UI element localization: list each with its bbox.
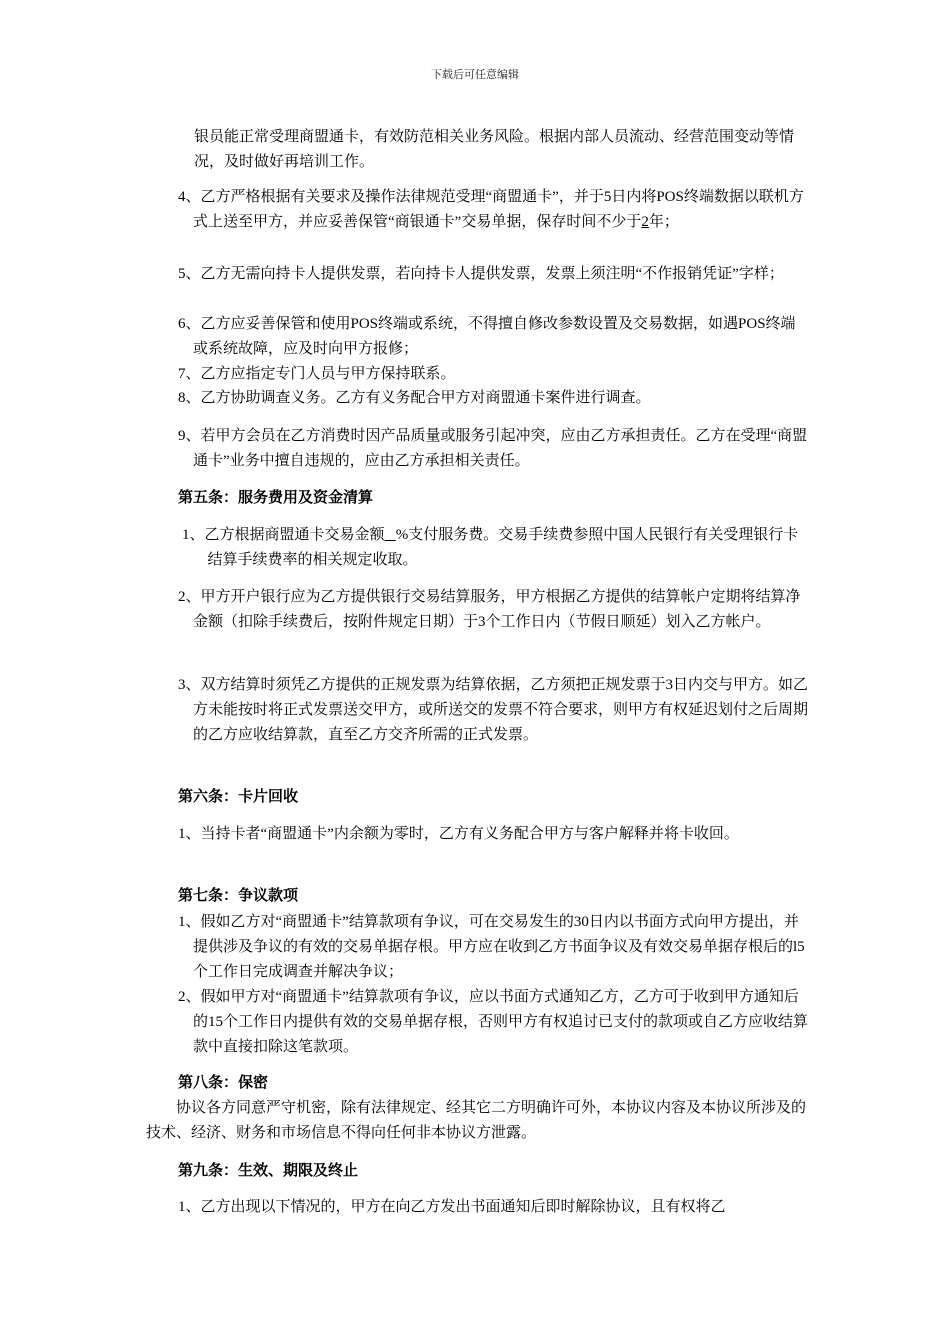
- art5-item-1: [182, 523, 812, 573]
- continued-paragraph: 银员能正常受理商盟通卡，有效防范相关业务风险。根据内部人员流动、经营范围变动等情况，及时做好再培训工作。: [194, 129, 795, 170]
- art5-item-2: 2、甲方开户银行应为乙方提供银行交易结算服务，甲方根据乙方提供的结算帐户定期将结算净金额（扣除手续费后，按附件规定日期）于3个工作日内（节假日顺延）划入乙方帐户。: [178, 589, 801, 630]
- list-item-9: 9、若甲方会员在乙方消费时因产品质量或服务引起冲突，应由乙方承担责任。乙方在受理“商盟通卡”业务中擅自违规的，应由乙方承担相关责任。: [178, 428, 808, 469]
- article-8-heading: 第八条：保密: [178, 1075, 269, 1091]
- list-item-6: 6、乙方应妥善保管和使用POS终端或系统，不得擅自修改参数设置及交易数据，如遇POS终端或系统故障，应及时向甲方报修；: [178, 316, 796, 357]
- article-6-heading: 第六条：卡片回收: [178, 789, 299, 805]
- list-item-8: 8、乙方协助调查义务。乙方有义务配合甲方对商盟通卡案件进行调查。: [178, 390, 651, 406]
- art5-item-1-text: 1、乙方根据商盟通卡交易金额: [182, 527, 385, 543]
- item-4-suffix: 年；: [648, 214, 679, 230]
- art5-item-1-rest: %支付服务费。交易手续费参照中国人民银行有关受理银行卡结算手续费率的相关规定收取。: [207, 527, 799, 568]
- retention-years: 2: [641, 214, 649, 230]
- article-5-heading: 第五条：服务费用及资金清算: [178, 490, 374, 506]
- page-header: 下载后可任意编辑: [431, 69, 519, 81]
- article-7-heading: 第七条：争议款项: [178, 888, 299, 904]
- art7-item-1: 1、假如乙方对“商盟通卡”结算款项有争议，可在交易发生的30日内以书面方式向甲方提出，并提供涉及争议的有效的交易单据存根。甲方应在收到乙方书面争议及有效交易单据存根后的l5个工作日完成调查并解决争议；: [178, 914, 805, 980]
- item-4-text: 4、乙方严格根据有关要求及操作法律规范受理“商盟通卡”，并于5日内将POS终端数据以联机方式上送至甲方，并应妥善保管“商银通卡”交易单据，保存时间不少于: [178, 189, 804, 230]
- list-item-5: 5、乙方无需向持卡人提供发票，若向持卡人提供发票，发票上须注明“不作报销凭证”字样；: [178, 266, 784, 282]
- fee-rate-blank: [385, 527, 396, 543]
- list-item-7: 7、乙方应指定专门人员与甲方保持联系。: [178, 366, 456, 382]
- article-9-heading: 第九条：生效、期限及终止: [178, 1163, 359, 1179]
- art8-paragraph: 协议各方同意严守机密，除有法律规定、经其它二方明确许可外，本协议内容及本协议所涉及的技术、经济、财务和市场信息不得向任何非本协议方泄露。: [146, 1100, 807, 1141]
- art6-item-1: 1、当持卡者“商盟通卡”内余额为零时，乙方有义务配合甲方与客户解释并将卡收回。: [178, 826, 739, 842]
- list-item-4: [178, 185, 808, 235]
- art9-item-1: 1、乙方出现以下情况的，甲方在向乙方发出书面通知后即时解除协议，且有权将乙: [178, 1199, 726, 1215]
- art7-item-2: 2、假如甲方对“商盟通卡”结算款项有争议，应以书面方式通知乙方，乙方可于收到甲方通知后的15个工作日内提供有效的交易单据存根，否则甲方有权追讨已支付的款项或自乙方应收结算款中直接扣除这笔款项。: [178, 989, 809, 1055]
- art5-item-3: 3、双方结算时须凭乙方提供的正规发票为结算依据，乙方须把正规发票于3日内交与甲方。如乙方未能按时将正式发票送交甲方，或所送交的发票不符合要求，则甲方有权延迟划付之后周期的乙方应收结算款，直至乙方交齐所需的正式发票。: [178, 677, 809, 743]
